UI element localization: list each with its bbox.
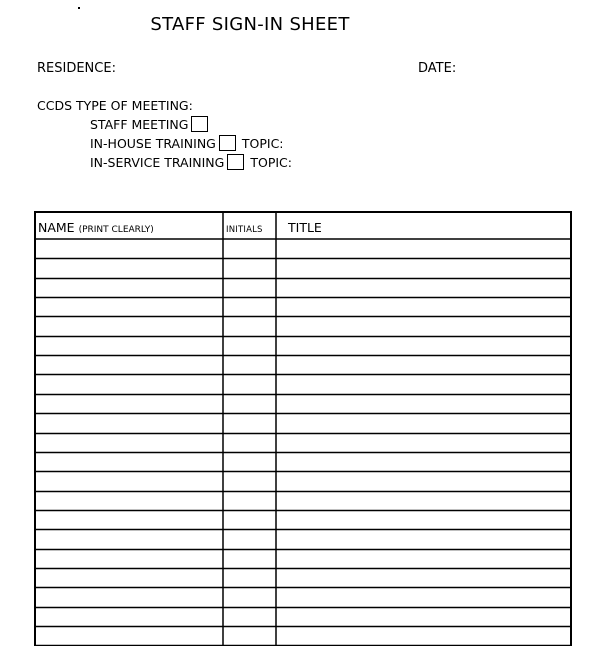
column-header-initials: INITIALS [226, 225, 263, 235]
column-header-name [38, 220, 154, 235]
topic-label: TOPIC: [241, 135, 284, 151]
name-header-label: NAME [38, 220, 75, 235]
stray-mark [78, 7, 80, 9]
page-title: STAFF SIGN-IN SHEET [150, 14, 350, 35]
date-label: DATE: [418, 61, 457, 76]
column-header-title: TITLE [288, 220, 322, 235]
name-header-note: (PRINT CLEARLY) [78, 225, 154, 235]
option-label: STAFF MEETING [90, 116, 189, 132]
option-label: IN-SERVICE TRAINING [90, 154, 225, 170]
staff-meeting-checkbox[interactable] [191, 116, 208, 132]
option-in-house-training [90, 135, 284, 151]
meeting-type-label: CCDS TYPE OF MEETING: [37, 98, 193, 113]
topic-label: TOPIC: [250, 154, 292, 170]
option-staff-meeting [90, 116, 208, 132]
option-in-service-training [90, 154, 292, 170]
residence-label: RESIDENCE: [37, 61, 116, 76]
in-house-training-checkbox[interactable] [219, 135, 236, 151]
in-service-training-checkbox[interactable] [227, 154, 244, 170]
option-label: IN-HOUSE TRAINING [90, 135, 216, 151]
sign-in-table-grid [34, 211, 572, 646]
sign-in-table [34, 211, 572, 646]
